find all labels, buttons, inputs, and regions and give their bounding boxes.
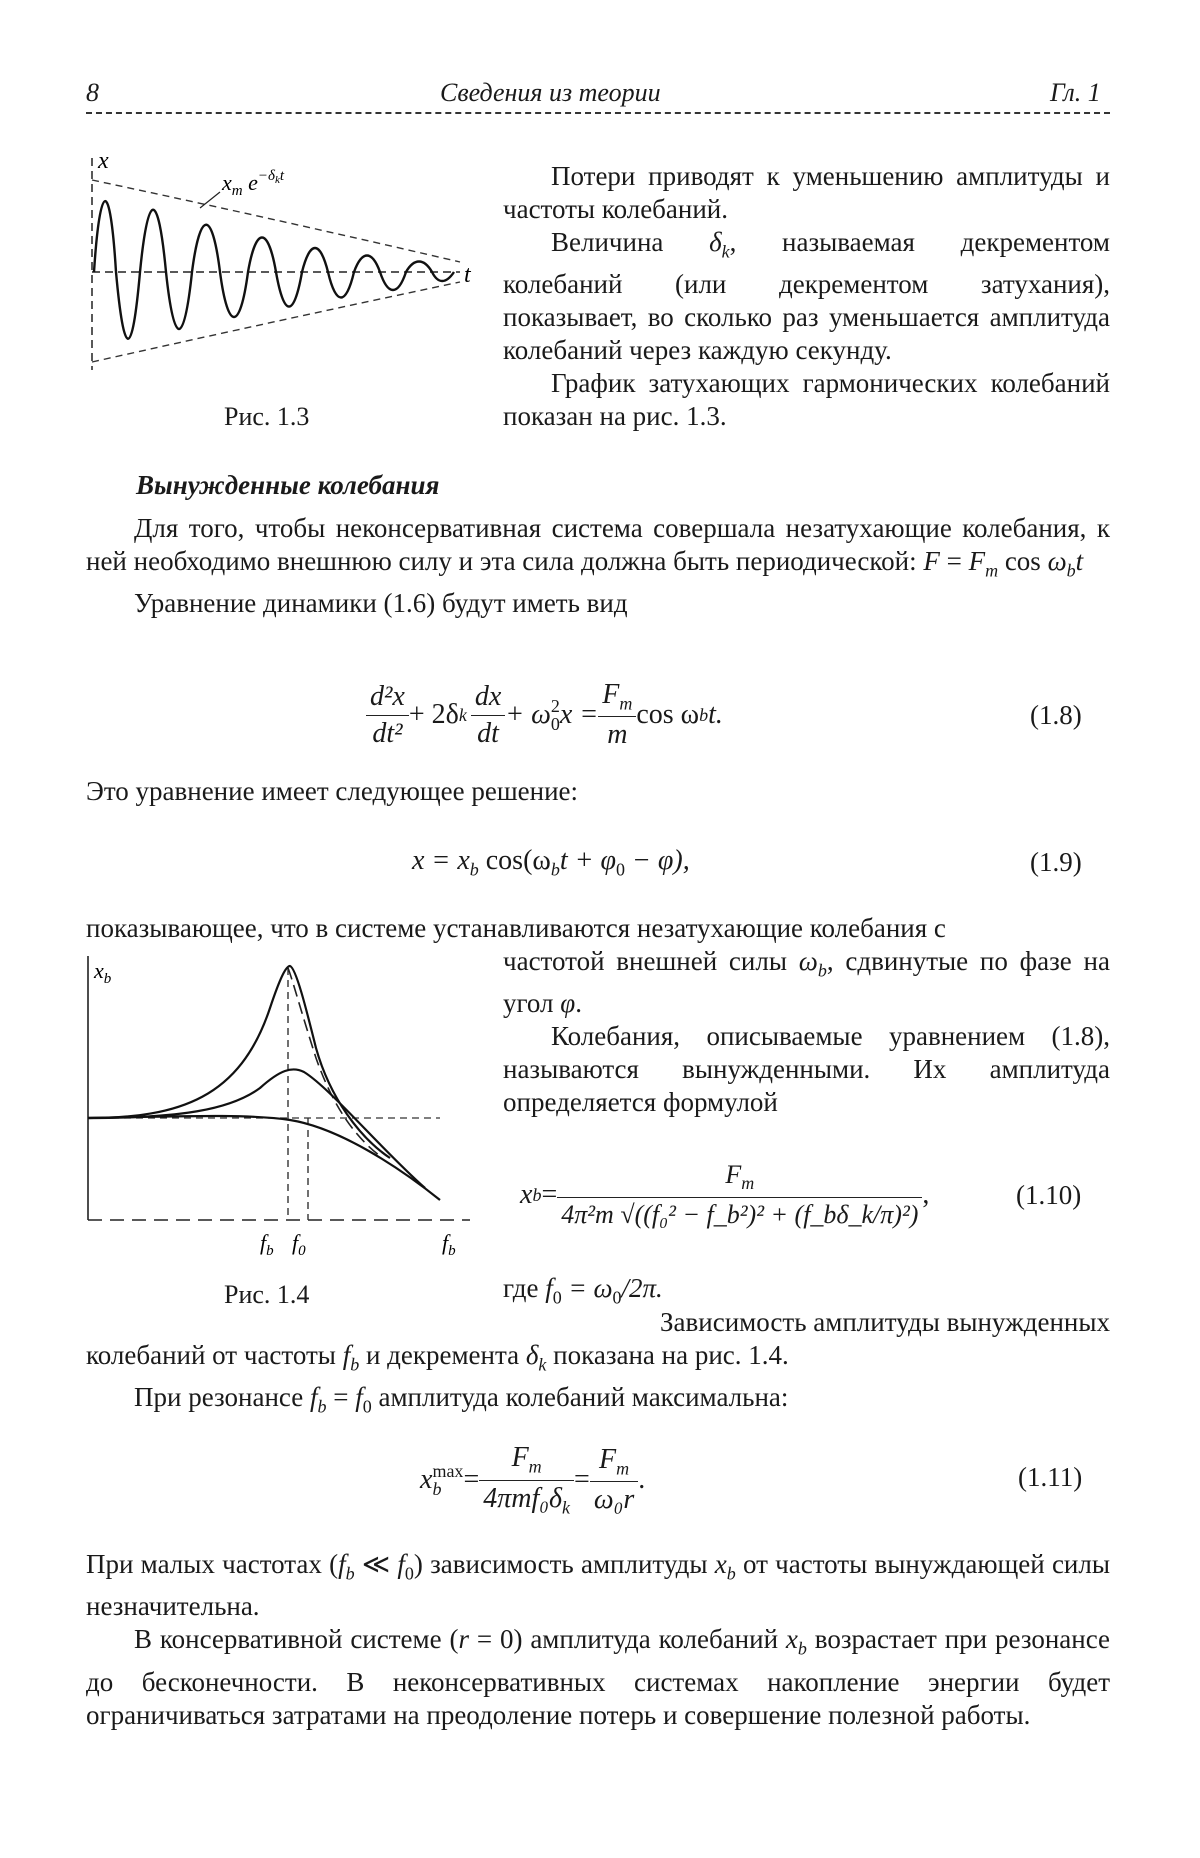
paragraph-resonance: При резонансе $f_b = f_0$ амплитуда колебаний максимальна: <box>134 1382 789 1417</box>
fig14-caption: Рис. 1.4 <box>224 1280 310 1309</box>
fig13-t-label: t <box>464 262 471 288</box>
fig13-caption: Рис. 1.3 <box>224 402 310 431</box>
equation-1-8: $\frac{\text{d²x}}{\text{dt²}}$ + 2δ k $\frac{dx}{dt}$ + ω 2 0 x = $\frac{F_m}{m}$ cos ω b t. <box>366 680 723 750</box>
equation-1-10-number: (1.10) <box>1016 1180 1082 1210</box>
paragraph-steady-state-line1: показывающее, что в системе устанавливаются незатухающие колебания с <box>86 913 946 943</box>
dependence-text <box>86 1306 1110 1424</box>
section-title: Вынужденные колебания <box>136 470 440 500</box>
equation-1-9: $x = x_b$ $\cos(\omega_bt + \varphi_0 - \varphi)$, <box>412 845 690 880</box>
paragraph-conservative: В консервативной системе (r = 0) амплитуда колебаний $x_b$ возрастает при резонансе до бесконечности. В неконсервативных системах накопление энергии будет ограничиваться затратами на преодоление потерь и совершение полезной работы. <box>86 1624 1111 1730</box>
figure-1-4 <box>80 948 480 1278</box>
where-line: где $f_0 = \omega_0/2\pi$. <box>503 1273 663 1308</box>
paragraph-forced-definition: Колебания, описываемые уравнением (1.8), называются вынужденными. Их амплитуда определяется формулой <box>503 1021 1110 1118</box>
paragraph-forced: Для того, чтобы неконсервативная система совершала незатухающие колебания, к ней необходимо внешнюю силу и эта сила должна быть периодической: $F = F_m$ $\cos \omega_bt$ <box>86 513 1110 581</box>
paragraph-losses: Потери приводят к уменьшению амплитуды и частоты колебаний. <box>503 161 1110 224</box>
equation-1-10: x b = $\frac{F_m}{\text{4π²m √((f₀² − f\_b²)² + (f\_bδ\_k/π)²)}}$ , <box>520 1160 930 1229</box>
equation-1-9-number: (1.9) <box>1030 847 1082 877</box>
fig14-y-label: $x_b$ <box>94 958 112 987</box>
paragraph-dynamics: Уравнение динамики (1.6) будут иметь вид <box>134 588 628 619</box>
fig14-f0-tick: $f_0$ <box>292 1230 306 1259</box>
page-number: 8 <box>86 78 99 107</box>
paragraph-dependence-line1: Зависимость амплитуды вынужденных <box>660 1307 1110 1337</box>
fig14-x-label: $f_b$ <box>442 1230 456 1259</box>
fig13-lower-envelope <box>92 282 460 362</box>
running-title: Сведения из теории <box>440 78 661 107</box>
mid-text-block <box>86 512 1110 620</box>
fig14-curve-small-damping <box>88 966 390 1158</box>
paragraph-decrement: Величина $\delta_k$, называемая декрементом колебаний (или декрементом затухания), показывает, во сколько раз уменьшается амплитуда колебаний через каждую секунду. <box>503 227 1110 366</box>
fig13-envelope-label: $x_m$ $e^{-\delta}kt$ <box>222 168 285 199</box>
bottom-text-block <box>86 1548 1110 1732</box>
chapter-label: Гл. 1 <box>1050 78 1101 107</box>
paragraph-steady-state-line2: частотой внешней силы $\omega_b$, сдвинутые по фазе на угол φ. <box>503 946 1110 1019</box>
fig14-curve-large-damping <box>88 1116 440 1200</box>
paragraph-graph-ref: График затухающих гармонических колебаний показан на рис. 1.3. <box>503 368 1110 432</box>
paragraph-solution-intro: Это уравнение имеет следующее решение: <box>86 776 579 806</box>
paragraph-dependence-line2: колебаний от частоты $f_b$ и декремента $\delta_k$ показана на рис. 1.4. <box>86 1340 789 1375</box>
paragraph-low-frequency: При малых частотах ($f_b$ ≪ $f_0$) зависимость амплитуды $x_b$ от частоты вынуждающей силы незначительна. <box>86 1549 1111 1622</box>
equation-1-11-number: (1.11) <box>1018 1462 1083 1492</box>
fig13-damped-wave <box>94 201 454 339</box>
header-rule <box>86 112 1110 114</box>
fig14-side-text <box>503 945 1110 1119</box>
fig14-fb-tick: $f_b$ <box>260 1230 274 1259</box>
fig13-x-label: x <box>98 150 109 174</box>
equation-1-11: x max b = $\frac{F_m}{4\pi mf_0\delta_k}$ = $\frac{F_m}{\text{ω₀r}}$ . <box>420 1441 646 1518</box>
top-text-block <box>503 160 1110 433</box>
fig14-curve-medium-damping <box>88 1069 425 1188</box>
figure-1-3 <box>80 150 480 395</box>
equation-1-8-number: (1.8) <box>1030 700 1082 730</box>
